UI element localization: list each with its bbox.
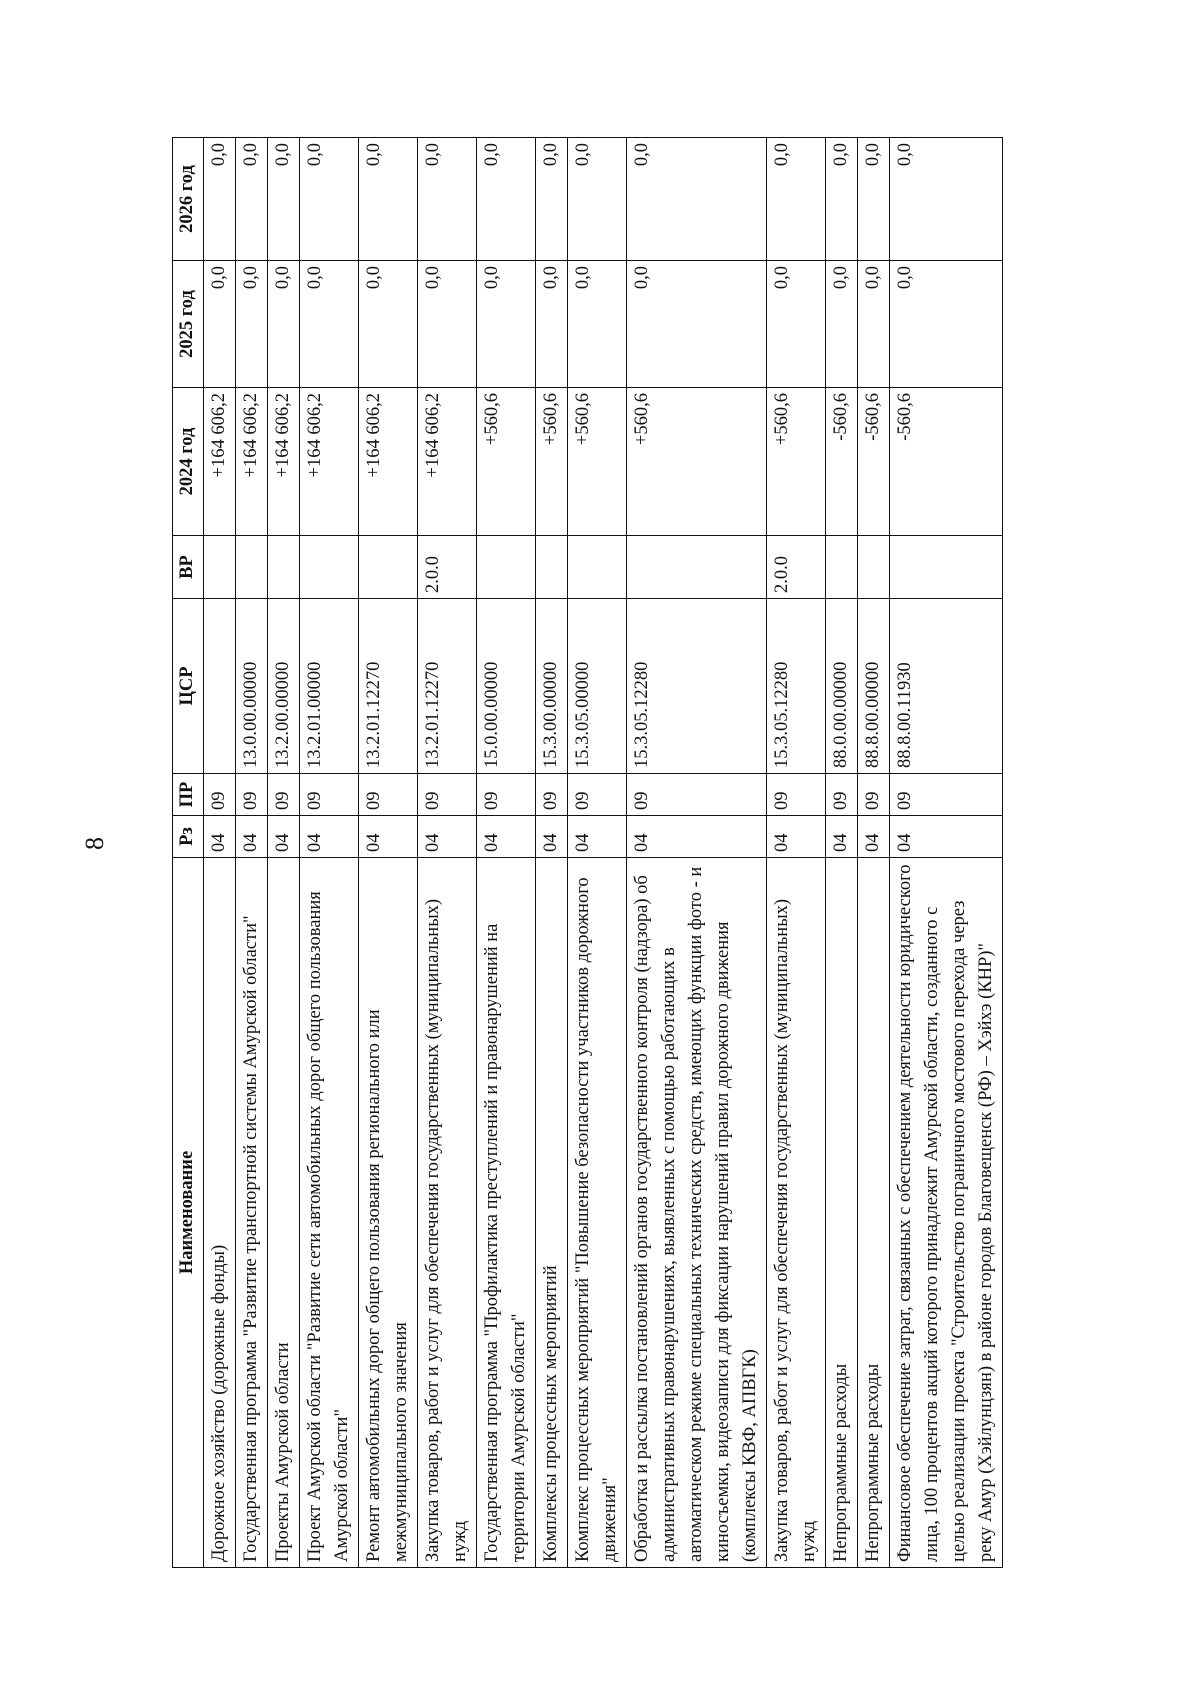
table-row xyxy=(477,138,536,1568)
cell-rz: 04 xyxy=(536,816,568,858)
cell-csr: 13.2.01.00000 xyxy=(300,599,359,774)
cell-2025: 0,0 xyxy=(204,261,236,388)
cell-rz: 04 xyxy=(826,816,858,858)
cell-2025: 0,0 xyxy=(268,261,300,388)
cell-2025: 0,0 xyxy=(236,261,268,388)
cell-csr: 88.0.00.00000 xyxy=(826,599,858,774)
budget-table-container xyxy=(172,138,996,1568)
cell-name: Закупка товаров, работ и услуг для обеспечения государственных (муниципальных) нужд xyxy=(767,858,826,1568)
cell-vr xyxy=(204,536,236,599)
table-row xyxy=(568,138,627,1568)
cell-rz: 04 xyxy=(568,816,627,858)
cell-vr xyxy=(236,536,268,599)
cell-csr: 13.0.00.00000 xyxy=(236,599,268,774)
cell-rz: 04 xyxy=(204,816,236,858)
table-row xyxy=(359,138,418,1568)
cell-2025: 0,0 xyxy=(418,261,477,388)
cell-csr: 15.0.00.00000 xyxy=(477,599,536,774)
cell-csr: 88.8.00.00000 xyxy=(858,599,890,774)
cell-2026: 0,0 xyxy=(418,138,477,261)
cell-2025: 0,0 xyxy=(477,261,536,388)
cell-csr: 15.3.00.00000 xyxy=(536,599,568,774)
cell-2026: 0,0 xyxy=(890,138,1003,261)
header-rz: Рз xyxy=(173,816,204,858)
cell-csr: 88.8.00.11930 xyxy=(890,599,1003,774)
cell-pr: 09 xyxy=(268,774,300,816)
cell-2026: 0,0 xyxy=(236,138,268,261)
cell-rz: 04 xyxy=(268,816,300,858)
cell-vr xyxy=(477,536,536,599)
cell-rz: 04 xyxy=(627,816,767,858)
cell-csr: 15.3.05.12280 xyxy=(627,599,767,774)
cell-name: Финансовое обеспечение затрат, связанных с обеспечением деятельности юридического лица, 100 процентов акций которого принадлежит Амурской области, созданного с целью реализации проекта "Строительство пограничного мостового перехода через реку Амур (Хэйлунцзян) в районе городов Благовещенск (РФ) – Хэйхэ (КНР)" xyxy=(890,858,1003,1568)
cell-name: Комплекс процессных мероприятий "Повышение безопасности участников дорожного движения" xyxy=(568,858,627,1568)
cell-2026: 0,0 xyxy=(204,138,236,261)
cell-2025: 0,0 xyxy=(627,261,767,388)
cell-pr: 09 xyxy=(536,774,568,816)
cell-2024: +560,6 xyxy=(627,388,767,536)
cell-2025: 0,0 xyxy=(536,261,568,388)
cell-name: Непрограммные расходы xyxy=(858,858,890,1568)
cell-name: Непрограммные расходы xyxy=(826,858,858,1568)
cell-2026: 0,0 xyxy=(858,138,890,261)
cell-2025: 0,0 xyxy=(568,261,627,388)
cell-2026: 0,0 xyxy=(359,138,418,261)
header-vr: ВР xyxy=(173,536,204,599)
cell-rz: 04 xyxy=(858,816,890,858)
table-row xyxy=(418,138,477,1568)
cell-pr: 09 xyxy=(477,774,536,816)
table-row xyxy=(826,138,858,1568)
cell-2026: 0,0 xyxy=(300,138,359,261)
cell-vr xyxy=(536,536,568,599)
cell-pr: 09 xyxy=(359,774,418,816)
header-2025: 2025 год xyxy=(173,261,204,388)
cell-pr: 09 xyxy=(858,774,890,816)
cell-2024: +164 606,2 xyxy=(300,388,359,536)
cell-2026: 0,0 xyxy=(477,138,536,261)
table-row xyxy=(767,138,826,1568)
table-row xyxy=(627,138,767,1568)
cell-vr xyxy=(858,536,890,599)
table-header-row xyxy=(173,138,204,1568)
cell-pr: 09 xyxy=(204,774,236,816)
cell-vr xyxy=(826,536,858,599)
cell-2024: +164 606,2 xyxy=(418,388,477,536)
header-2026: 2026 год xyxy=(173,138,204,261)
cell-csr: 13.2.01.12270 xyxy=(418,599,477,774)
cell-2024: -560,6 xyxy=(858,388,890,536)
cell-2024: +560,6 xyxy=(536,388,568,536)
cell-2024: +164 606,2 xyxy=(359,388,418,536)
cell-vr: 2.0.0 xyxy=(418,536,477,599)
cell-name: Ремонт автомобильных дорог общего пользования регионального или межмуниципального значения xyxy=(359,858,418,1568)
cell-vr xyxy=(300,536,359,599)
cell-pr: 09 xyxy=(300,774,359,816)
cell-vr xyxy=(627,536,767,599)
header-2024: 2024 год xyxy=(173,388,204,536)
page-number: 8 xyxy=(80,837,109,850)
cell-name: Проекты Амурской области xyxy=(268,858,300,1568)
cell-rz: 04 xyxy=(418,816,477,858)
table-body xyxy=(204,138,1003,1568)
table-row xyxy=(300,138,359,1568)
cell-name: Комплексы процессных мероприятий xyxy=(536,858,568,1568)
table-row xyxy=(890,138,1003,1568)
cell-2025: 0,0 xyxy=(359,261,418,388)
cell-2024: +164 606,2 xyxy=(236,388,268,536)
cell-rz: 04 xyxy=(300,816,359,858)
cell-2025: 0,0 xyxy=(858,261,890,388)
budget-table xyxy=(172,137,1003,1568)
table-row xyxy=(268,138,300,1568)
cell-name: Дорожное хозяйство (дорожные фонды) xyxy=(204,858,236,1568)
cell-2026: 0,0 xyxy=(627,138,767,261)
table-row xyxy=(236,138,268,1568)
cell-2024: +560,6 xyxy=(767,388,826,536)
cell-rz: 04 xyxy=(477,816,536,858)
cell-rz: 04 xyxy=(767,816,826,858)
cell-vr xyxy=(568,536,627,599)
cell-name: Закупка товаров, работ и услуг для обеспечения государственных (муниципальных) нужд xyxy=(418,858,477,1568)
cell-pr: 09 xyxy=(767,774,826,816)
cell-rz: 04 xyxy=(236,816,268,858)
cell-2026: 0,0 xyxy=(568,138,627,261)
cell-2026: 0,0 xyxy=(268,138,300,261)
cell-2025: 0,0 xyxy=(767,261,826,388)
cell-csr: 13.2.00.00000 xyxy=(268,599,300,774)
cell-pr: 09 xyxy=(568,774,627,816)
table-row xyxy=(204,138,236,1568)
cell-2024: +164 606,2 xyxy=(268,388,300,536)
cell-2024: +560,6 xyxy=(568,388,627,536)
cell-rz: 04 xyxy=(359,816,418,858)
table-row xyxy=(858,138,890,1568)
cell-vr xyxy=(268,536,300,599)
cell-2025: 0,0 xyxy=(300,261,359,388)
cell-vr: 2.0.0 xyxy=(767,536,826,599)
cell-2026: 0,0 xyxy=(536,138,568,261)
cell-2024: +560,6 xyxy=(477,388,536,536)
cell-2025: 0,0 xyxy=(890,261,1003,388)
cell-csr xyxy=(204,599,236,774)
cell-name: Государственная программа "Развитие транспортной системы Амурской области" xyxy=(236,858,268,1568)
cell-pr: 09 xyxy=(236,774,268,816)
header-csr: ЦСР xyxy=(173,599,204,774)
table-row xyxy=(536,138,568,1568)
cell-2024: -560,6 xyxy=(826,388,858,536)
cell-rz: 04 xyxy=(890,816,1003,858)
cell-csr: 15.3.05.00000 xyxy=(568,599,627,774)
cell-name: Обработка и рассылка постановлений органов государственного контроля (надзора) об административных правонарушениях, выявленных с помощью работающих в автоматическом режиме специальных технических средств, имеющих функции фото - и киносъемки, видеозаписи для фиксации нарушений правил дорожного движения (комплексы КВФ, АПВГК) xyxy=(627,858,767,1568)
cell-pr: 09 xyxy=(627,774,767,816)
header-name: Наименование xyxy=(173,858,204,1568)
cell-name: Государственная программа "Профилактика преступлений и правонарушений на территории Амурской области" xyxy=(477,858,536,1568)
cell-2025: 0,0 xyxy=(826,261,858,388)
cell-csr: 13.2.01.12270 xyxy=(359,599,418,774)
cell-2024: -560,6 xyxy=(890,388,1003,536)
cell-2026: 0,0 xyxy=(826,138,858,261)
header-pr: ПР xyxy=(173,774,204,816)
cell-2026: 0,0 xyxy=(767,138,826,261)
cell-pr: 09 xyxy=(418,774,477,816)
cell-pr: 09 xyxy=(890,774,1003,816)
cell-vr xyxy=(890,536,1003,599)
cell-2024: +164 606,2 xyxy=(204,388,236,536)
cell-pr: 09 xyxy=(826,774,858,816)
cell-vr xyxy=(359,536,418,599)
cell-csr: 15.3.05.12280 xyxy=(767,599,826,774)
cell-name: Проект Амурской области "Развитие сети автомобильных дорог общего пользования Амурской области" xyxy=(300,858,359,1568)
